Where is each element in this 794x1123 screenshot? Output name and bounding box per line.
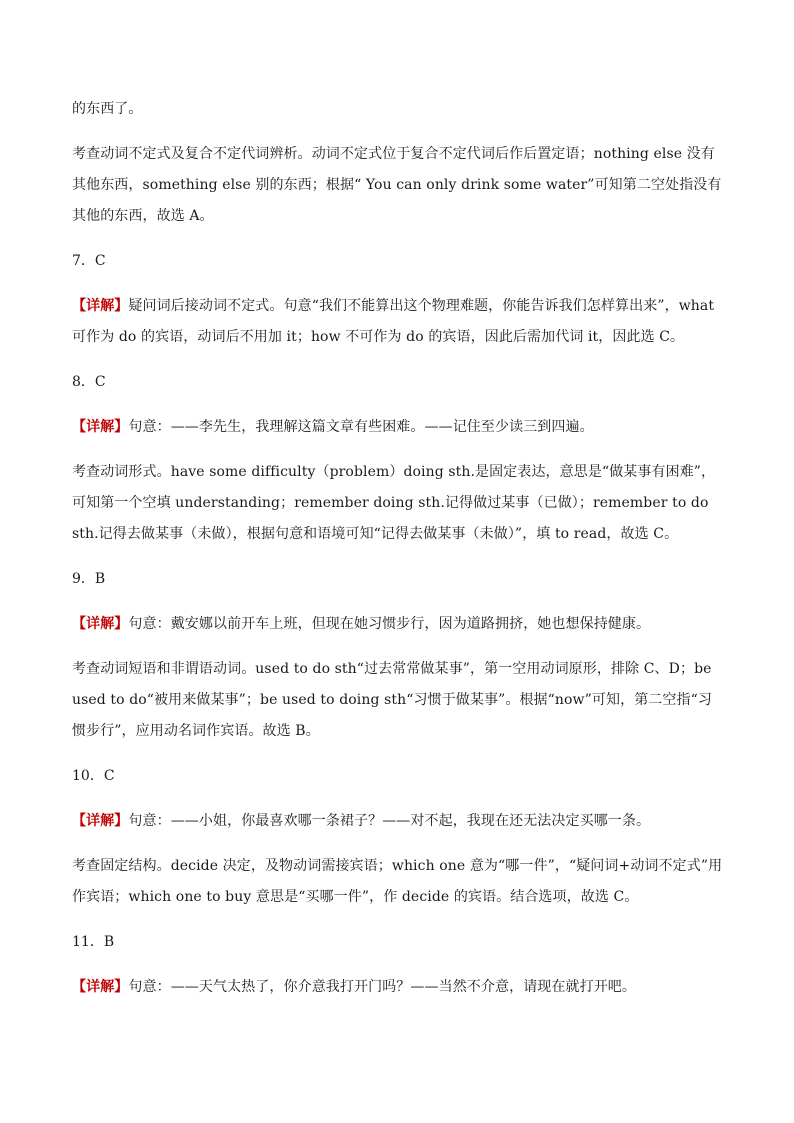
- answer-paragraph: 考查固定结构。decide 决定，及物动词需接宾语；which one 意为“哪一件”，“疑问词+动词不定式”用作宾语；which one to buy 意思是“买哪一件”，作 decide 的宾语。结合选项，故选 C。: [72, 858, 723, 905]
- detail-paragraph: [72, 806, 724, 837]
- detail-text: 句意：——小姐，你最喜欢哪一条裙子？——对不起，我现在还无法决定买哪一条。: [128, 813, 651, 829]
- question-number: 7．C: [72, 253, 106, 269]
- detail-paragraph: [72, 412, 724, 443]
- question-number: 8．C: [72, 374, 106, 390]
- question-number: 10．C: [72, 768, 115, 784]
- detail-tag: 【详解】: [72, 813, 129, 829]
- detail-tag: 【详解】: [72, 616, 129, 632]
- detail-text: 句意：——天气太热了，你介意我打开门吗？——当然不介意，请现在就打开吧。: [128, 979, 637, 995]
- answer-paragraph: 考查动词形式。have some difficulty（problem）doing sth.是固定表达，意思是“做某事有困难”，可知第一个空填 understanding；remember doing sth.记得做过某事（已做）；remember to do sth.记得去做某事（未做），根据句意和语境可知“记得去做某事（未做）”，填 to read，故选 C。: [72, 464, 716, 542]
- question-number: 11．B: [72, 934, 115, 950]
- detail-text: 句意：——李先生，我理解这篇文章有些困难。——记住至少读三到四遍。: [128, 419, 594, 435]
- detail-paragraph: [72, 291, 724, 353]
- answer-paragraph: 考查动词不定式及复合不定代词辨析。动词不定式位于复合不定代词后作后置定语；nothing else 没有其他东西，something else 别的东西；根据“ You can only drink some water”可知第二空处指没有其他的东西，故选 A。: [72, 146, 722, 224]
- question-number: 9．B: [72, 571, 106, 587]
- document-page: [72, 94, 724, 1017]
- answer-paragraph: 考查动词短语和非谓语动词。used to do sth“过去常常做某事”，第一空用动词原形，排除 C、D；be used to do“被用来做某事”；be used to doing sth“习惯于做某事”。根据“now”可知，第二空指“习惯步行”，应用动名词作宾语。故选 B。: [72, 661, 712, 739]
- detail-text: 疑问词后接动词不定式。句意“我们不能算出这个物理难题，你能告诉我们怎样算出来”，what 可作为 do 的宾语，动词后不用加 it；how 不可作为 do 的宾语，因此后需加代词 it，因此选 C。: [72, 298, 715, 345]
- detail-paragraph: [72, 609, 724, 640]
- detail-paragraph: [72, 972, 724, 1003]
- detail-tag: 【详解】: [72, 979, 129, 995]
- answer-paragraph: 的东西了。: [72, 101, 143, 117]
- detail-tag: 【详解】: [72, 419, 129, 435]
- detail-text: 句意：戴安娜以前开车上班，但现在她习惯步行，因为道路拥挤，她也想保持健康。: [128, 616, 651, 632]
- detail-tag: 【详解】: [72, 298, 129, 314]
